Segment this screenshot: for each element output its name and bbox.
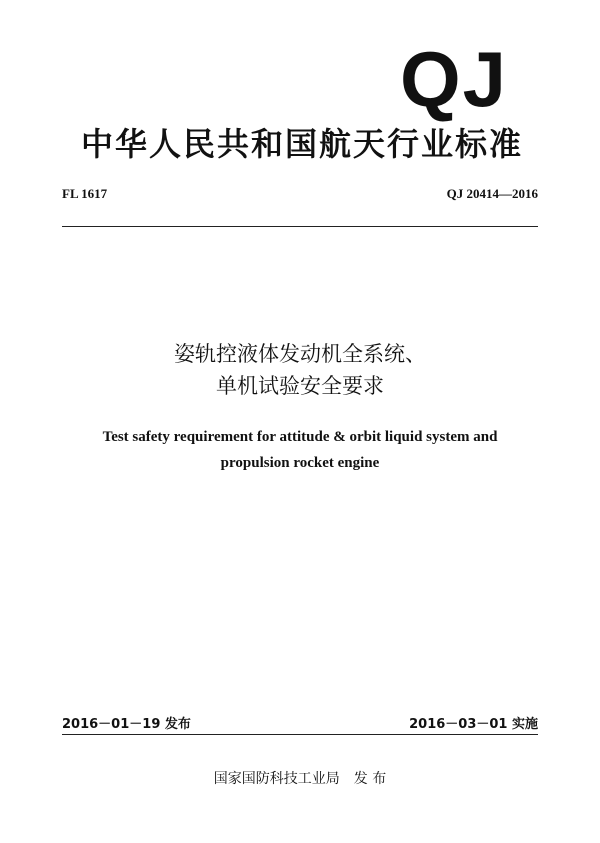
title-en-line-1: Test safety requirement for attitude & orbit liquid system and xyxy=(102,429,498,445)
document-title-chinese xyxy=(0,338,600,402)
qj-logo: QJ xyxy=(399,35,508,123)
effective-date: 2016－03－01 实施 xyxy=(409,717,538,732)
issue-date: 2016－01－19 发布 xyxy=(62,717,191,732)
title-cn-line-2: 单机试验安全要求 xyxy=(216,374,384,398)
issue-label: 发 布 xyxy=(353,771,387,787)
dates-row xyxy=(62,713,538,733)
publisher-name: 国家国防科技工业局 xyxy=(213,771,340,787)
top-divider xyxy=(62,226,538,227)
document-title-english xyxy=(0,424,600,476)
standard-number: QJ 20414—2016 xyxy=(446,186,538,201)
title-cn-line-1: 姿轨控液体发动机全系统、 xyxy=(174,342,426,366)
meta-row xyxy=(62,186,538,206)
title-en-line-2: propulsion rocket engine xyxy=(220,455,380,471)
publisher-line xyxy=(0,768,600,788)
standard-name: 中华人民共和国航天行业标准 xyxy=(80,125,523,163)
bottom-divider xyxy=(62,734,538,735)
classification-code: FL 1617 xyxy=(62,186,108,201)
